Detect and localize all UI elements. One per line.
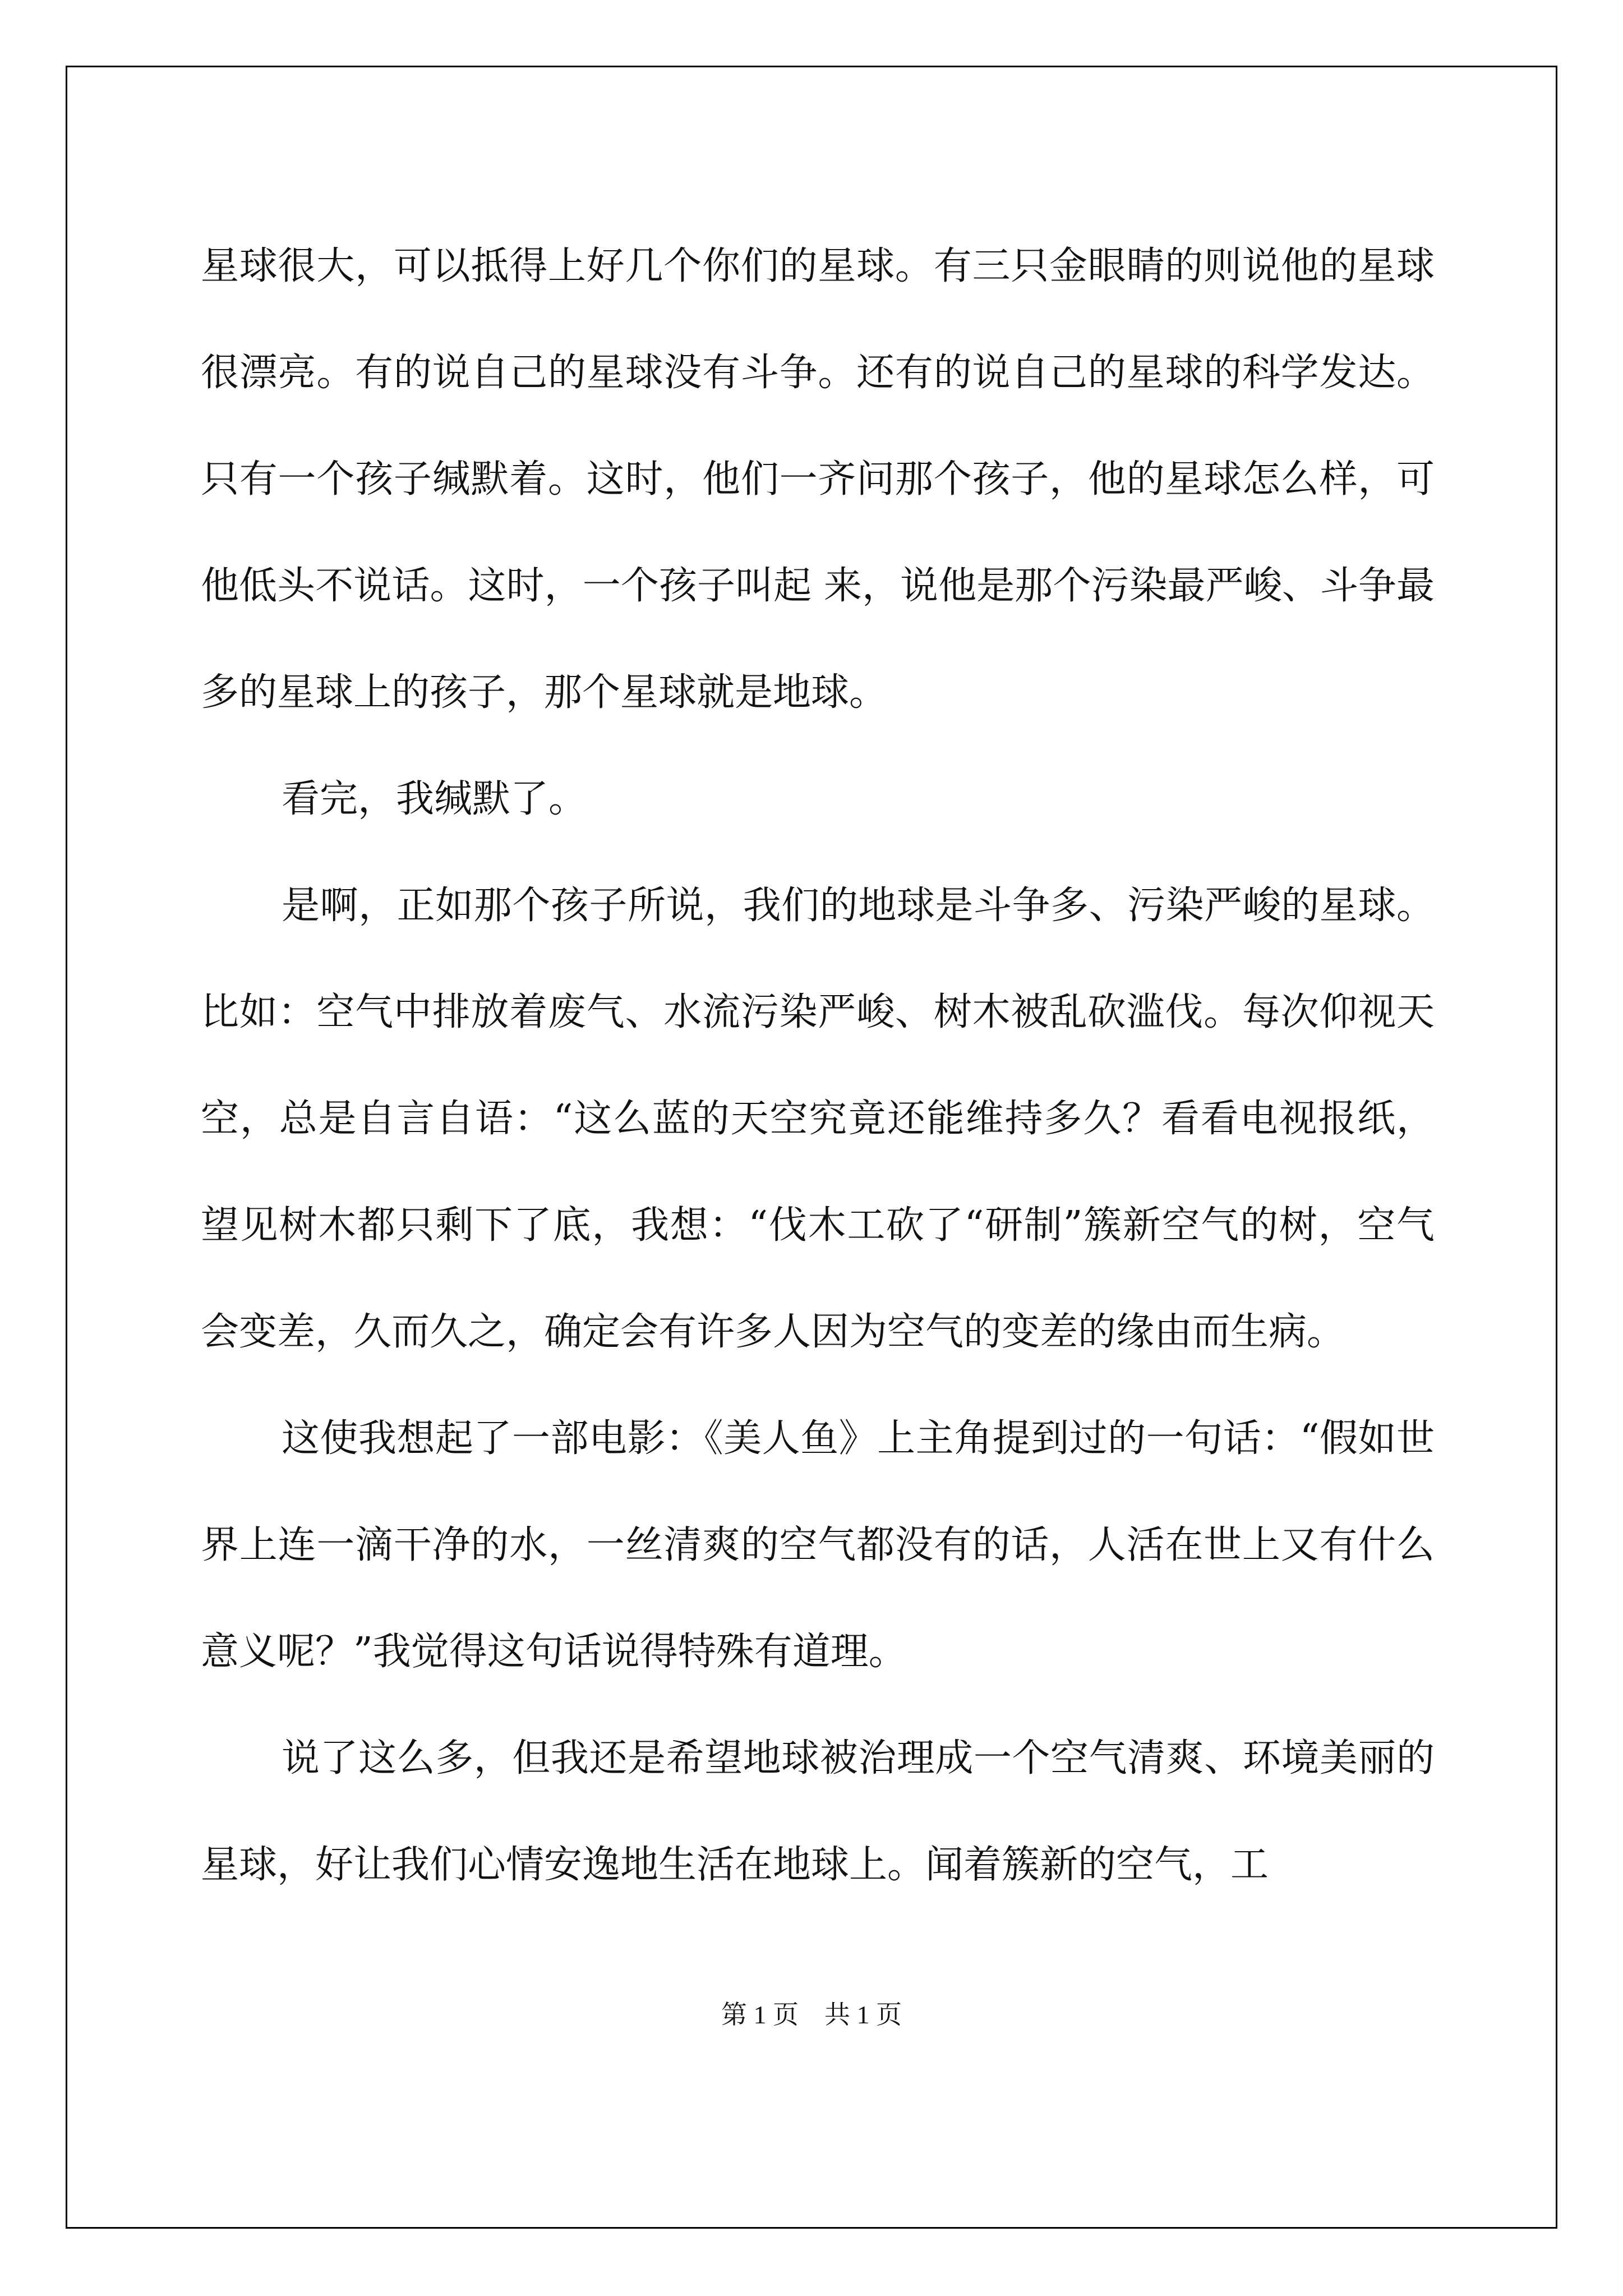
- paragraph-2: 看完，我缄默了。: [282, 777, 587, 821]
- paragraph-4: 这使我想起了一部电影：《美人鱼》上主角提到过的一句话：“假如世界上连一滴干净的水，一丝清爽的空气都没有的话，人活在世上又有什么意义呢？”我觉得这句话说得特殊有道理。: [201, 1416, 1435, 1674]
- page-number: 第 1 页: [721, 2000, 799, 2029]
- paragraph-5: 说了这么多，但我还是希望地球被治理成一个空气清爽、环境美丽的星球，好让我们心情安逸地生活在地球上。闻着簇新的空气，工: [201, 1736, 1435, 1887]
- page-footer: [0, 1994, 1623, 2031]
- paragraph-3: 是啊，正如那个孩子所说，我们的地球是斗争多、污染严峻的星球。比如：空气中排放着废气、水流污染严峻、树木被乱砍滥伐。每次仰视天空，总是自言自语：“这么蓝的天空究竟还能维持多久？看看电视报纸，望见树木都只剩下了底，我想：“伐木工砍了“研制”簇新空气的树，空气会变差，久而久之，确定会有许多人因为空气的变差的缘由而生病。: [201, 884, 1435, 1354]
- paragraph-1: 星球很大，可以抵得上好几个你们的星球。有三只金眼睛的则说他的星球很漂亮。有的说自己的星球没有斗争。还有的说自己的星球的科学发达。只有一个孩子缄默着。这时，他们一齐问那个孩子，他的星球怎么样，可他低头不说话。这时，一个孩子叫起 来，说他是那个污染最严峻、斗争最多的星球上的孩子，那个星球就是地球。: [201, 244, 1435, 715]
- page-total: 共 1 页: [824, 2000, 902, 2029]
- document-body: [201, 213, 1435, 1918]
